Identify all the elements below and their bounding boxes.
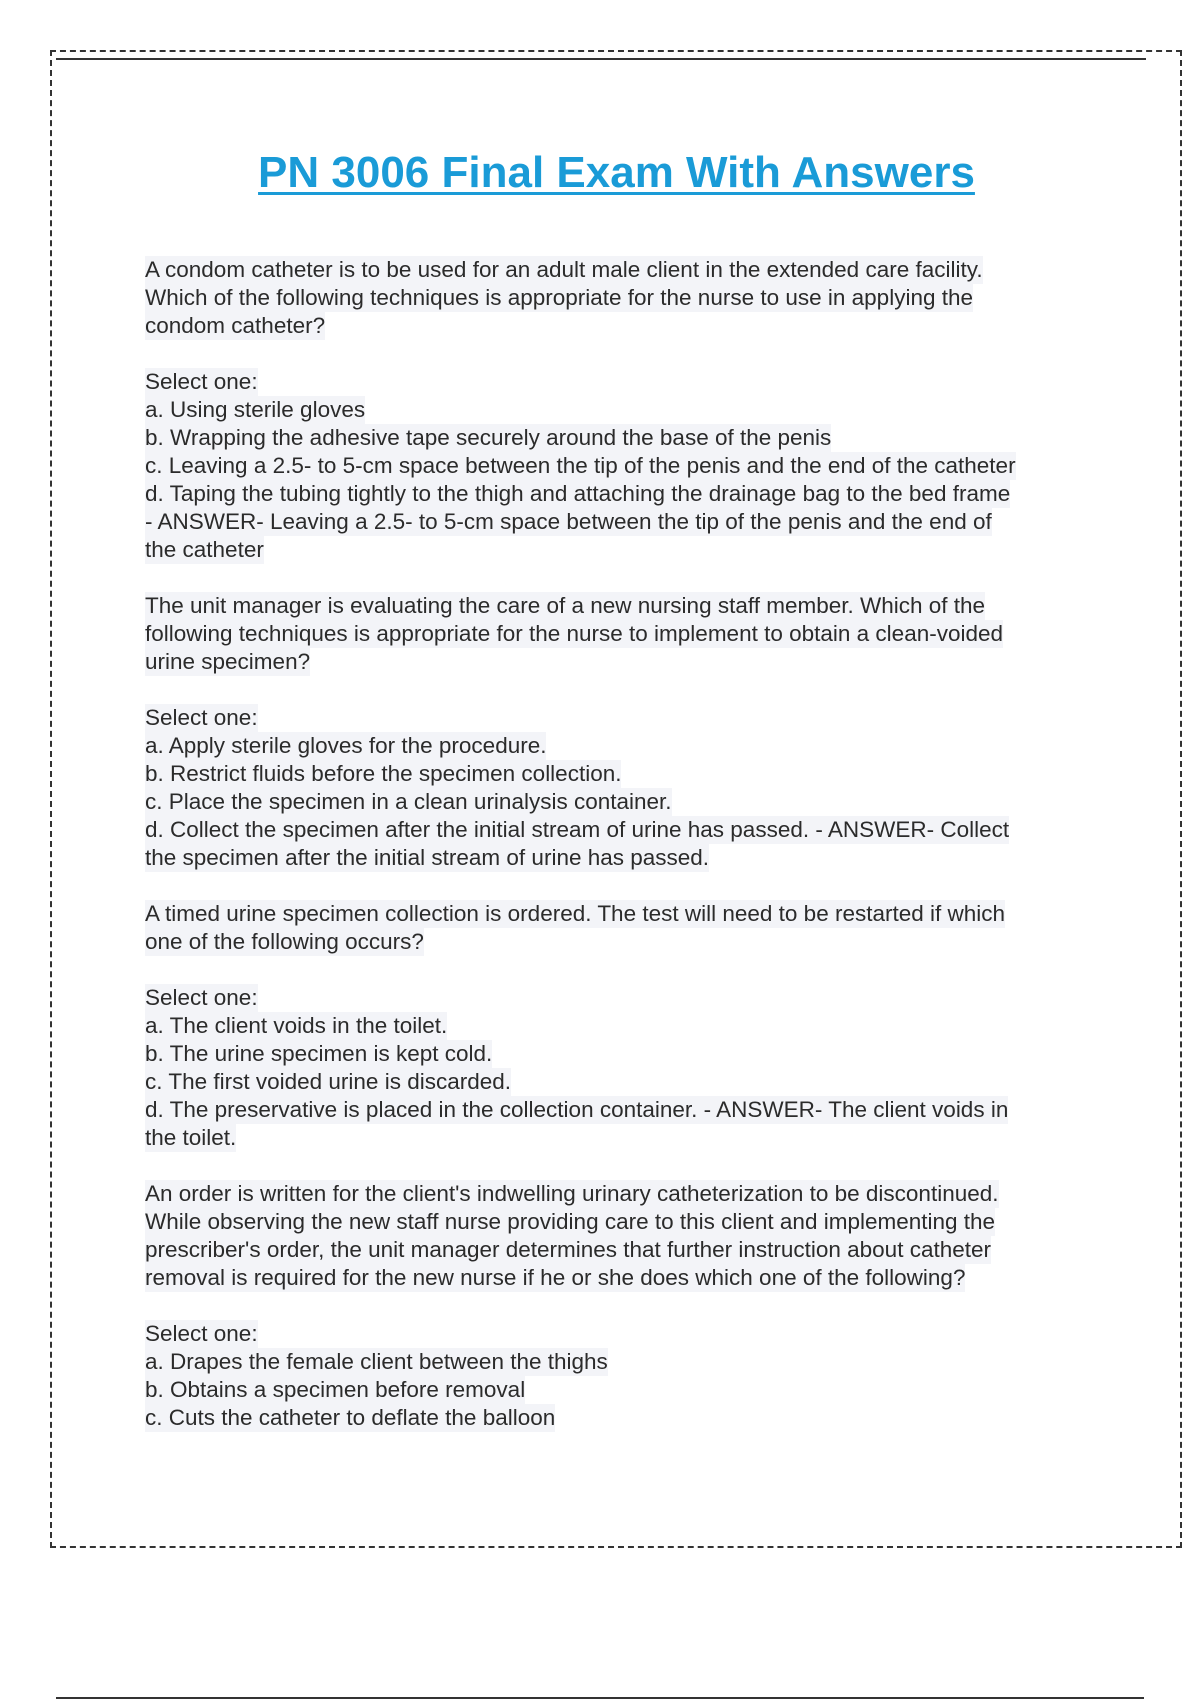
answer-line: the toilet. — [145, 1125, 237, 1150]
option-d: d. The preservative is placed in the collection container. - ANSWER- The client voids in — [145, 1097, 1009, 1122]
option-a: a. The client voids in the toilet. — [145, 1013, 448, 1038]
option-c: c. Place the specimen in a clean urinalysis container. — [145, 789, 672, 814]
stem-line: condom catheter? — [145, 313, 326, 338]
answer-options — [145, 368, 1085, 564]
option-b: b. Wrapping the adhesive tape securely around the base of the penis — [145, 425, 832, 450]
stem-line: urine specimen? — [145, 649, 311, 674]
option-d: d. Collect the specimen after the initial stream of urine has passed. - ANSWER- Collect — [145, 817, 1010, 842]
stem-line: one of the following occurs? — [145, 929, 424, 954]
page-title: PN 3006 Final Exam With Answers — [258, 148, 975, 197]
stem-line: A condom catheter is to be used for an adult male client in the extended care facility. — [145, 257, 983, 282]
stem-line: following techniques is appropriate for the nurse to implement to obtain a clean-voided — [145, 621, 1004, 646]
question-stem — [145, 900, 1085, 956]
question-3 — [145, 900, 1085, 1152]
answer-line: the specimen after the initial stream of urine has passed. — [145, 845, 710, 870]
option-b: b. Obtains a specimen before removal — [145, 1377, 526, 1402]
question-4 — [145, 1180, 1085, 1432]
answer-line: the catheter — [145, 537, 264, 562]
stem-line: Which of the following techniques is appropriate for the nurse to use in applying the — [145, 285, 973, 310]
option-d: d. Taping the tubing tightly to the thigh and attaching the drainage bag to the bed frame — [145, 481, 1011, 506]
option-a: a. Using sterile gloves — [145, 397, 366, 422]
stem-line: An order is written for the client's indwelling urinary catheterization to be discontinued. — [145, 1181, 999, 1206]
option-a: a. Apply sterile gloves for the procedure. — [145, 733, 547, 758]
select-one-label: Select one: — [145, 369, 258, 394]
option-c: c. Leaving a 2.5- to 5-cm space between the tip of the penis and the end of the catheter — [145, 453, 1016, 478]
option-b: b. Restrict fluids before the specimen collection. — [145, 761, 622, 786]
stem-line: removal is required for the new nurse if he or she does which one of the following? — [145, 1265, 966, 1290]
question-stem — [145, 256, 1085, 340]
answer-options — [145, 984, 1085, 1152]
select-one-label: Select one: — [145, 705, 258, 730]
stem-line: prescriber's order, the unit manager determines that further instruction about catheter — [145, 1237, 991, 1262]
answer-line: - ANSWER- Leaving a 2.5- to 5-cm space between the tip of the penis and the end of — [145, 509, 992, 534]
stem-line: A timed urine specimen collection is ordered. The test will need to be restarted if which — [145, 901, 1006, 926]
document-body — [145, 256, 1085, 1460]
question-1 — [145, 256, 1085, 564]
footer-rule — [56, 1697, 1144, 1699]
select-one-label: Select one: — [145, 985, 258, 1010]
answer-options — [145, 1320, 1085, 1432]
answer-options — [145, 704, 1085, 872]
select-one-label: Select one: — [145, 1321, 258, 1346]
option-c: c. Cuts the catheter to deflate the balloon — [145, 1405, 556, 1430]
option-c: c. The first voided urine is discarded. — [145, 1069, 512, 1094]
question-stem — [145, 592, 1085, 676]
stem-line: While observing the new staff nurse providing care to this client and implementing the — [145, 1209, 996, 1234]
stem-line: The unit manager is evaluating the care of a new nursing staff member. Which of the — [145, 593, 986, 618]
header-rule — [56, 58, 1146, 60]
option-a: a. Drapes the female client between the thighs — [145, 1349, 608, 1374]
question-stem — [145, 1180, 1085, 1292]
option-b: b. The urine specimen is kept cold. — [145, 1041, 493, 1066]
question-2 — [145, 592, 1085, 872]
